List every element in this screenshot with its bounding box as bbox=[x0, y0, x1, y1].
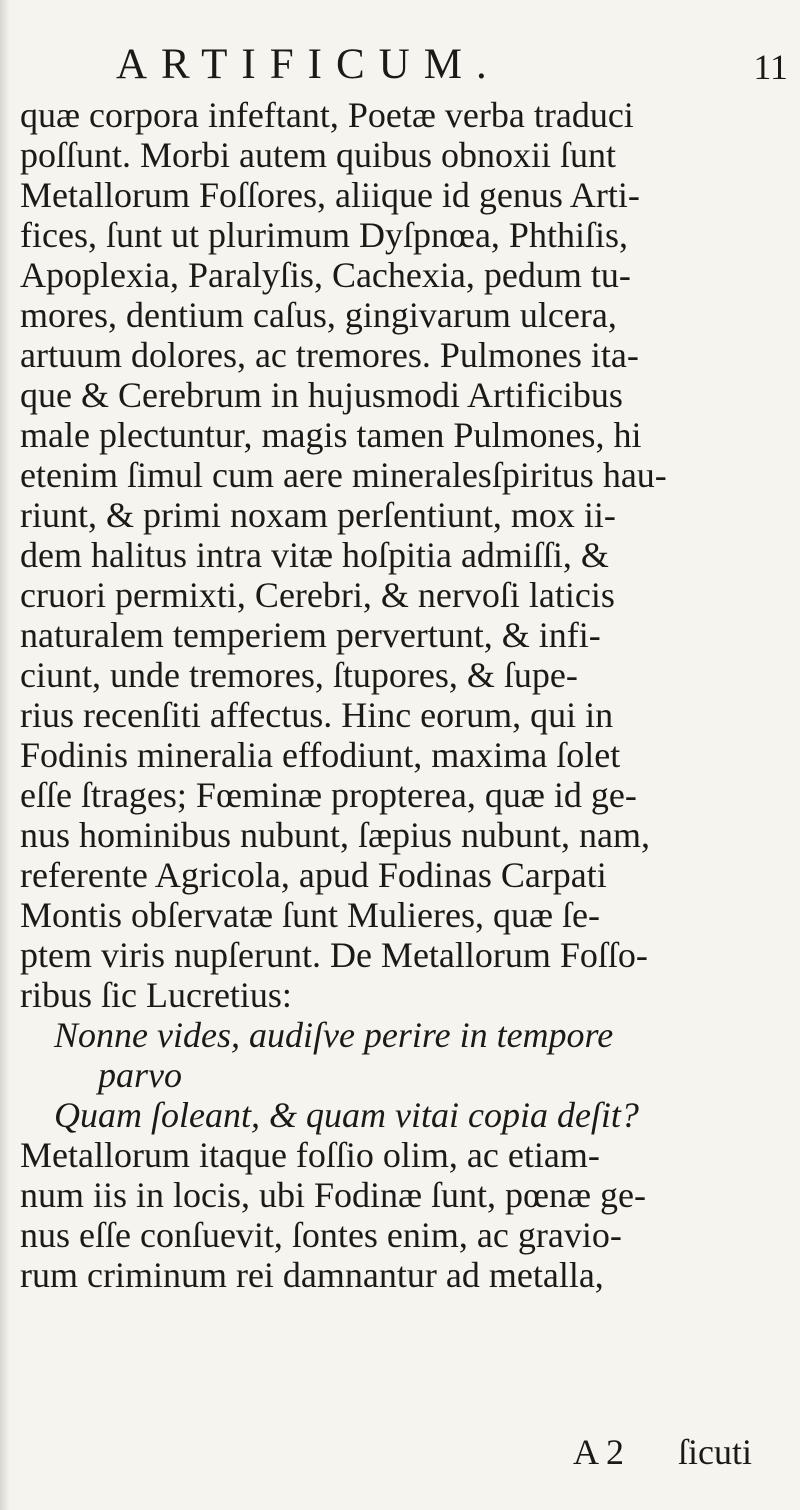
text-line: nus hominibus nubunt, ſæpius nubunt, nam, bbox=[20, 815, 651, 855]
catchword: ſicuti bbox=[678, 1432, 752, 1472]
text-line: riunt, & primi noxam perſentiunt, mox ii- bbox=[20, 495, 616, 535]
text-line: referente Agricola, apud Fodinas Carpati bbox=[20, 855, 607, 895]
text-line: cruori permixti, Cerebri, & nervoſi laticis bbox=[20, 575, 615, 615]
text-line: ribus ſic Lucretius: bbox=[20, 975, 292, 1015]
page-footer bbox=[0, 1430, 800, 1474]
verse-line: parvo bbox=[98, 1055, 182, 1095]
text-line: quæ corpora infeftant, Poetæ verba traduci bbox=[20, 95, 634, 135]
text-line: dem halitus intra vitæ hoſpitia admiſſi, & bbox=[20, 535, 609, 575]
signature-mark: A 2 bbox=[573, 1432, 625, 1472]
text-line: nus eſſe conſuevit, ſontes enim, ac gravio- bbox=[20, 1215, 622, 1255]
text-line: artuum dolores, ac tremores. Pulmones ita- bbox=[20, 335, 639, 375]
text-line: poſſunt. Morbi autem quibus obnoxii ſunt bbox=[20, 135, 616, 175]
text-line: rum criminum rei damnantur ad metalla, bbox=[20, 1255, 604, 1295]
text-line: num iis in locis, ubi Fodinæ ſunt, pœnæ ge- bbox=[20, 1175, 647, 1215]
running-head bbox=[116, 40, 796, 90]
text-line: rius recenſiti affectus. Hinc eorum, qui in bbox=[20, 695, 614, 735]
text-line: eſſe ſtrages; Fœminæ propterea, quæ id ge- bbox=[20, 775, 637, 815]
text-line: male plectuntur, magis tamen Pulmones, hi bbox=[20, 415, 642, 455]
running-title: ARTIFICUM. bbox=[116, 41, 501, 88]
text-line: ciunt, unde tremores, ſtupores, & ſupe- bbox=[20, 655, 578, 695]
verse-line: Quam ſoleant, & quam vitai copia deſit? bbox=[54, 1095, 639, 1135]
text-line: Metallorum itaque foſſio olim, ac etiam- bbox=[20, 1135, 600, 1175]
text-line: mores, dentium caſus, gingivarum ulcera, bbox=[20, 295, 617, 335]
text-line: Fodinis mineralia effodiunt, maxima ſolet bbox=[20, 735, 621, 775]
page-number: 11 bbox=[753, 47, 788, 87]
text-line: etenim ſimul cum aere mineralesſpiritus hau- bbox=[20, 455, 667, 495]
text-line: fices, ſunt ut plurimum Dyſpnœa, Phthiſis, bbox=[20, 215, 628, 255]
text-line: que & Cerebrum in hujusmodi Artificibus bbox=[20, 375, 623, 415]
text-line: ptem viris nupſerunt. De Metallorum Foſſo- bbox=[20, 935, 648, 975]
page-gutter-shadow bbox=[0, 0, 10, 1510]
text-line: Montis obſervatæ ſunt Mulieres, quæ ſe- bbox=[20, 895, 600, 935]
text-line: Metallorum Foſſores, aliique id genus Arti- bbox=[20, 175, 640, 215]
text-line: naturalem temperiem pervertunt, & infi- bbox=[20, 615, 601, 655]
verse-line: Nonne vides, audiſve perire in tempore bbox=[54, 1015, 614, 1055]
text-line: Apoplexia, Paralyſis, Cachexia, pedum tu- bbox=[20, 255, 631, 295]
